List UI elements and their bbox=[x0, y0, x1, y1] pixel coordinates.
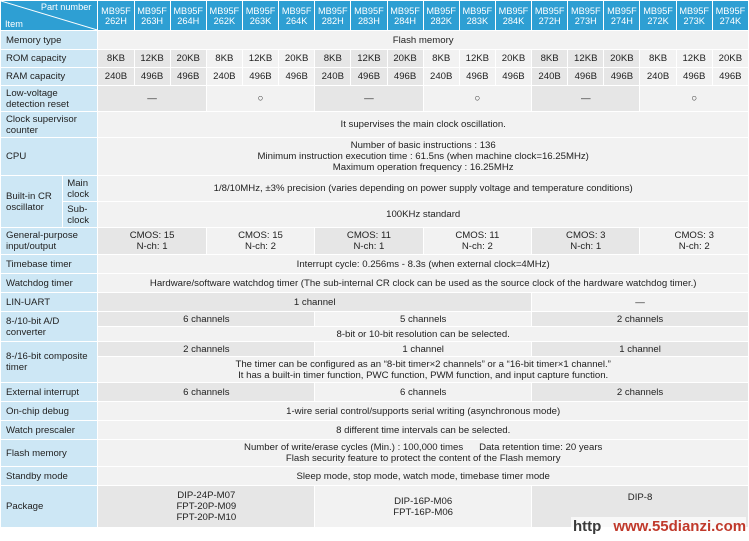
row-label: Timebase timer bbox=[1, 255, 98, 274]
gpio-value bbox=[315, 228, 423, 255]
row-cpu bbox=[1, 138, 749, 176]
gpio-nch: N-ch: 2 bbox=[245, 241, 276, 252]
row-label: Watch prescaler bbox=[1, 421, 98, 440]
package-item: FPT-16P-M06 bbox=[393, 506, 453, 518]
row-label: Clock supervisor counter bbox=[1, 112, 98, 138]
lvd-value: ○ bbox=[206, 86, 314, 112]
lvd-value: — bbox=[315, 86, 423, 112]
ram-value: 496B bbox=[712, 68, 748, 86]
part-header: MB95F 272K bbox=[640, 1, 676, 31]
flash-line: Number of write/erase cycles (Min.) : 100,000 times Data retention time: 20 years bbox=[244, 442, 603, 453]
cr-sub-value: 100KHz standard bbox=[98, 202, 749, 228]
row-label: On-chip debug bbox=[1, 402, 98, 421]
cpu-line: Maximum operation frequency : 16.25MHz bbox=[332, 162, 514, 173]
gpio-value bbox=[98, 228, 206, 255]
rom-value: 12KB bbox=[459, 50, 495, 68]
ram-value: 496B bbox=[459, 68, 495, 86]
package-value bbox=[98, 486, 315, 528]
rom-value: 20KB bbox=[279, 50, 315, 68]
gpio-nch: N-ch: 1 bbox=[570, 241, 602, 252]
part-header: MB95F 273K bbox=[676, 1, 712, 31]
part-header: MB95F 282K bbox=[423, 1, 459, 31]
package-item: FPT-20P-M10 bbox=[176, 512, 237, 523]
part-header: MB95F 272H bbox=[532, 1, 568, 31]
row-label: Standby mode bbox=[1, 467, 98, 486]
rom-value: 8KB bbox=[315, 50, 351, 68]
row-sublabel: Main clock bbox=[63, 176, 98, 202]
row-label: Low-voltage detection reset bbox=[1, 86, 98, 112]
row-flash-memory bbox=[1, 440, 749, 467]
row-label: 8-/10-bit A/D converter bbox=[1, 312, 98, 342]
gpio-nch: N-ch: 1 bbox=[136, 241, 168, 252]
timebase-value: Interrupt cycle: 0.256ms - 8.3s (when external clock=4MHz) bbox=[98, 255, 749, 274]
package-item: DIP-16P-M06 bbox=[394, 495, 453, 507]
ext-int-value: 2 channels bbox=[532, 383, 749, 402]
part-header: MB95F 263H bbox=[134, 1, 170, 31]
row-label: General-purpose input/output bbox=[1, 228, 98, 255]
row-composite-timer bbox=[1, 342, 749, 357]
rom-value: 8KB bbox=[98, 50, 134, 68]
timer-note-line: The timer can be configured as an “8-bit timer×2 channels” or a “16-bit timer×1 channel.” bbox=[235, 358, 611, 370]
ram-value: 240B bbox=[532, 68, 568, 86]
row-label: Memory type bbox=[1, 31, 98, 50]
package-value bbox=[315, 486, 532, 528]
ram-value: 496B bbox=[604, 68, 640, 86]
gpio-cmos: CMOS: 3 bbox=[674, 230, 714, 241]
package-item: DIP-8 bbox=[627, 492, 653, 503]
part-header: MB95F 262H bbox=[98, 1, 134, 31]
gpio-cmos: CMOS: 3 bbox=[566, 230, 606, 241]
part-header: MB95F 264K bbox=[279, 1, 315, 31]
rom-value: 12KB bbox=[351, 50, 387, 68]
csv-value: It supervises the main clock oscillation. bbox=[98, 112, 749, 138]
rom-value: 12KB bbox=[242, 50, 278, 68]
row-label: Built-in CR oscillator bbox=[1, 176, 63, 228]
row-memory-type bbox=[1, 31, 749, 50]
cr-main-value: 1/8/10MHz, ±3% precision (varies depending on power supply voltage and temperature conditions) bbox=[98, 176, 749, 202]
timer-channels: 1 channel bbox=[315, 342, 532, 357]
lin-value: — bbox=[532, 293, 749, 312]
package-item: FPT-20P-M09 bbox=[176, 501, 237, 512]
ram-value: 496B bbox=[387, 68, 423, 86]
part-header: MB95F 282H bbox=[315, 1, 351, 31]
ext-int-value: 6 channels bbox=[98, 383, 315, 402]
rom-value: 8KB bbox=[206, 50, 242, 68]
lin-value: 1 channel bbox=[98, 293, 532, 312]
row-composite-timer-note bbox=[1, 357, 749, 383]
header-row bbox=[1, 1, 749, 31]
part-header: MB95F 273H bbox=[568, 1, 604, 31]
ram-value: 240B bbox=[423, 68, 459, 86]
row-watch-prescaler bbox=[1, 421, 749, 440]
rom-value: 20KB bbox=[495, 50, 531, 68]
ram-value: 240B bbox=[98, 68, 134, 86]
watchdog-value: Hardware/software watchdog timer (The sub-internal CR clock can be used as the source clock of the hardware watchdog timer.) bbox=[98, 274, 749, 293]
ram-value: 496B bbox=[351, 68, 387, 86]
row-label: Watchdog timer bbox=[1, 274, 98, 293]
item-label: Item bbox=[5, 19, 23, 29]
row-label: Package bbox=[1, 486, 98, 528]
gpio-nch: N-ch: 2 bbox=[461, 241, 493, 252]
ram-value: 496B bbox=[279, 68, 315, 86]
row-label: CPU bbox=[1, 138, 98, 176]
row-label: Flash memory bbox=[1, 440, 98, 467]
memory-type-value: Flash memory bbox=[98, 31, 749, 50]
row-clock-supervisor bbox=[1, 112, 749, 138]
row-lin-uart bbox=[1, 293, 749, 312]
lvd-value: — bbox=[98, 86, 206, 112]
gpio-cmos: CMOS: 11 bbox=[455, 230, 500, 241]
ram-value: 240B bbox=[640, 68, 676, 86]
part-number-label: Part number bbox=[40, 2, 92, 12]
watermark-prefix: http bbox=[573, 518, 602, 535]
row-cr-sub bbox=[1, 202, 749, 228]
part-header: MB95F 263K bbox=[242, 1, 278, 31]
part-header: MB95F 283K bbox=[459, 1, 495, 31]
rom-value: 12KB bbox=[568, 50, 604, 68]
rom-value: 20KB bbox=[604, 50, 640, 68]
flash-value bbox=[98, 440, 749, 467]
gpio-value bbox=[206, 228, 314, 255]
gpio-cmos: CMOS: 15 bbox=[238, 230, 283, 241]
flash-line: Flash security feature to protect the content of the Flash memory bbox=[285, 453, 561, 464]
rom-value: 20KB bbox=[170, 50, 206, 68]
timer-channels: 1 channel bbox=[532, 342, 749, 357]
row-sublabel: Sub-clock bbox=[63, 202, 98, 228]
watermark-site: www.55dianzi.com bbox=[613, 518, 747, 535]
adc-channels: 5 channels bbox=[315, 312, 532, 327]
row-gpio bbox=[1, 228, 749, 255]
part-header: MB95F 283H bbox=[351, 1, 387, 31]
debug-value: 1-wire serial control/supports serial writing (asynchronous mode) bbox=[98, 402, 749, 421]
timer-channels: 2 channels bbox=[98, 342, 315, 357]
row-label: External interrupt bbox=[1, 383, 98, 402]
ram-value: 496B bbox=[170, 68, 206, 86]
ram-value: 496B bbox=[242, 68, 278, 86]
cpu-line: Number of basic instructions : 136 bbox=[350, 140, 496, 151]
rom-value: 8KB bbox=[423, 50, 459, 68]
adc-channels: 6 channels bbox=[98, 312, 315, 327]
rom-value: 20KB bbox=[712, 50, 748, 68]
row-label: RAM capacity bbox=[1, 68, 98, 86]
adc-channels: 2 channels bbox=[532, 312, 749, 327]
header-corner bbox=[1, 1, 98, 31]
rom-value: 12KB bbox=[676, 50, 712, 68]
package-item: DIP-24P-M07 bbox=[177, 490, 236, 501]
rom-value: 12KB bbox=[134, 50, 170, 68]
lvd-value: — bbox=[532, 86, 640, 112]
row-rom bbox=[1, 50, 749, 68]
standby-value: Sleep mode, stop mode, watch mode, timebase timer mode bbox=[98, 467, 749, 486]
ram-value: 496B bbox=[568, 68, 604, 86]
row-watchdog bbox=[1, 274, 749, 293]
adc-note: 8-bit or 10-bit resolution can be selected. bbox=[98, 327, 749, 342]
ram-value: 496B bbox=[134, 68, 170, 86]
rom-value: 8KB bbox=[532, 50, 568, 68]
row-cr-main bbox=[1, 176, 749, 202]
ram-value: 496B bbox=[495, 68, 531, 86]
gpio-cmos: CMOS: 15 bbox=[129, 230, 175, 241]
rom-value: 8KB bbox=[640, 50, 676, 68]
timer-note-line: It has a built-in timer function, PWC function, PWM function, and input capture function. bbox=[238, 369, 609, 381]
gpio-value bbox=[423, 228, 531, 255]
part-header: MB95F 262K bbox=[206, 1, 242, 31]
part-header: MB95F 264H bbox=[170, 1, 206, 31]
lvd-value: ○ bbox=[640, 86, 749, 112]
timer-note bbox=[98, 357, 749, 383]
part-header: MB95F 274K bbox=[712, 1, 748, 31]
lvd-value: ○ bbox=[423, 86, 531, 112]
row-adc bbox=[1, 312, 749, 327]
row-timebase bbox=[1, 255, 749, 274]
row-ram bbox=[1, 68, 749, 86]
gpio-nch: N-ch: 2 bbox=[678, 241, 710, 252]
ext-int-value: 6 channels bbox=[315, 383, 532, 402]
row-lvd bbox=[1, 86, 749, 112]
gpio-value bbox=[532, 228, 640, 255]
row-standby-mode bbox=[1, 467, 749, 486]
cpu-line: Minimum instruction execution time : 61.5ns (when machine clock=16.25MHz) bbox=[257, 151, 589, 162]
row-label: 8-/16-bit composite timer bbox=[1, 342, 98, 383]
row-on-chip-debug bbox=[1, 402, 749, 421]
gpio-cmos: CMOS: 11 bbox=[346, 230, 391, 241]
gpio-value bbox=[640, 228, 749, 255]
part-header: MB95F 274H bbox=[604, 1, 640, 31]
part-header: MB95F 284K bbox=[495, 1, 531, 31]
row-label: LIN-UART bbox=[1, 293, 98, 312]
ram-value: 496B bbox=[676, 68, 712, 86]
ram-value: 240B bbox=[206, 68, 242, 86]
watermark bbox=[571, 517, 746, 537]
part-header: MB95F 284H bbox=[387, 1, 423, 31]
row-adc-note bbox=[1, 327, 749, 342]
rom-value: 20KB bbox=[387, 50, 423, 68]
prescaler-value: 8 different time intervals can be selected. bbox=[98, 421, 749, 440]
gpio-nch: N-ch: 1 bbox=[353, 241, 385, 252]
ram-value: 240B bbox=[315, 68, 351, 86]
row-label: ROM capacity bbox=[1, 50, 98, 68]
row-external-interrupt bbox=[1, 383, 749, 402]
cpu-value bbox=[98, 138, 749, 176]
